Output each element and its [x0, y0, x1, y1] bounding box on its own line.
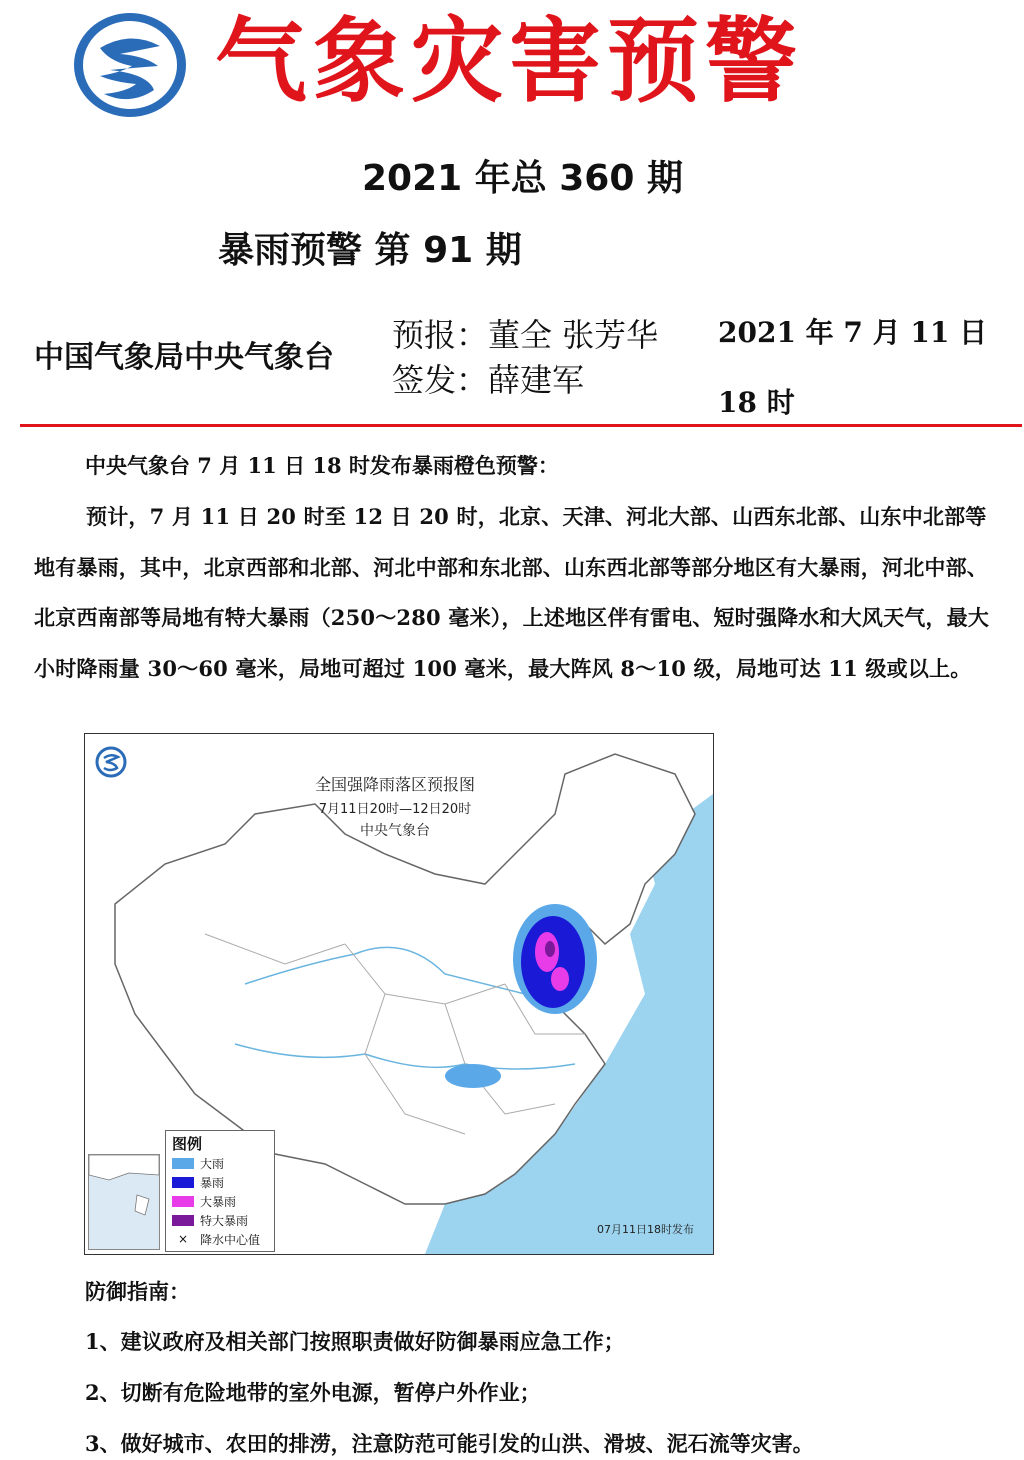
- legend-item: [172, 1212, 248, 1228]
- legend-label: 暴雨: [200, 1175, 225, 1190]
- guidance-item: 2、切断有危险地带的室外电源，暂停户外作业；: [85, 1380, 541, 1405]
- guidance-item: 1、建议政府及相关部门按照职责做好防御暴雨应急工作；: [85, 1329, 625, 1354]
- legend-title: 图例: [172, 1135, 203, 1153]
- issuer-line: 签发：薛建军: [392, 361, 585, 399]
- issue-total-number: 2021 年总 360 期: [362, 158, 683, 199]
- guidance-item: 3、做好城市、农田的排涝，注意防范可能引发的山洪、滑坡、泥石流等灾害。: [85, 1431, 814, 1456]
- torrential-rain-area-2: [551, 967, 569, 991]
- legend-item: [172, 1193, 236, 1209]
- forecast-paragraph: 预计，7 月 11 日 20 时至 12 日 20 时，北京、天津、河北大部、山西东北部、山东中北部等地有暴雨，其中，北京西部和北部、河北中部和东北部、山东西北部等部分地区有大暴雨，河北中部、北京西南部等局地有特大暴雨（250～280 毫米），上述地区伴有雷电、短时强降水和大风天气，最大小时降雨量 30～60 毫米，局地可超过 100 毫米，最大阵风 8～10 级，局地可达 11 级或以上。: [34, 504, 990, 681]
- legend-swatch: [172, 1196, 194, 1207]
- heavy-rain-area-sichuan: [445, 1064, 501, 1088]
- legend-label: 特大暴雨: [200, 1213, 249, 1228]
- map-subtitle: 7月11日20时—12日20时: [318, 802, 472, 817]
- document-title: 气象灾害预警: [215, 8, 804, 115]
- legend-label: 大雨: [200, 1156, 225, 1171]
- legend-item: [172, 1174, 224, 1190]
- organization-name: 中国气象局中央气象台: [34, 340, 334, 375]
- issue-date: 2021 年 7 月 11 日 18 时: [718, 316, 988, 419]
- extreme-rain-area: [545, 941, 555, 957]
- legend-swatch: [172, 1215, 194, 1226]
- legend-label: 降水中心值: [200, 1232, 261, 1247]
- map-legend: [165, 1130, 275, 1252]
- legend-label: 大暴雨: [200, 1194, 237, 1209]
- legend-swatch: [172, 1158, 194, 1169]
- legend-swatch: [172, 1177, 194, 1188]
- legend-item: [172, 1231, 260, 1247]
- cross-icon: ×: [177, 1232, 189, 1246]
- warning-heading: 中央气象台 7 月 11 日 18 时发布暴雨橙色预警：: [85, 453, 559, 478]
- inset-graphic: [89, 1155, 159, 1249]
- map-title: 全国强降雨落区预报图: [314, 775, 475, 794]
- header-divider: [20, 424, 1022, 427]
- map-logo-icon: [95, 746, 127, 778]
- rainfall-forecast-map: [84, 733, 714, 1255]
- legend-item: [172, 1155, 224, 1171]
- cma-logo-icon: [70, 10, 190, 120]
- south-china-sea-inset: [88, 1154, 160, 1250]
- map-issued-time: 07月11日18时发布: [597, 1223, 694, 1236]
- forecaster-line: 预报：董全 张芳华: [392, 316, 659, 354]
- guidance-heading: 防御指南：: [85, 1279, 190, 1304]
- rainstorm-issue-number: 暴雨预警 第 91 期: [218, 230, 522, 271]
- map-agency: 中央气象台: [360, 823, 430, 839]
